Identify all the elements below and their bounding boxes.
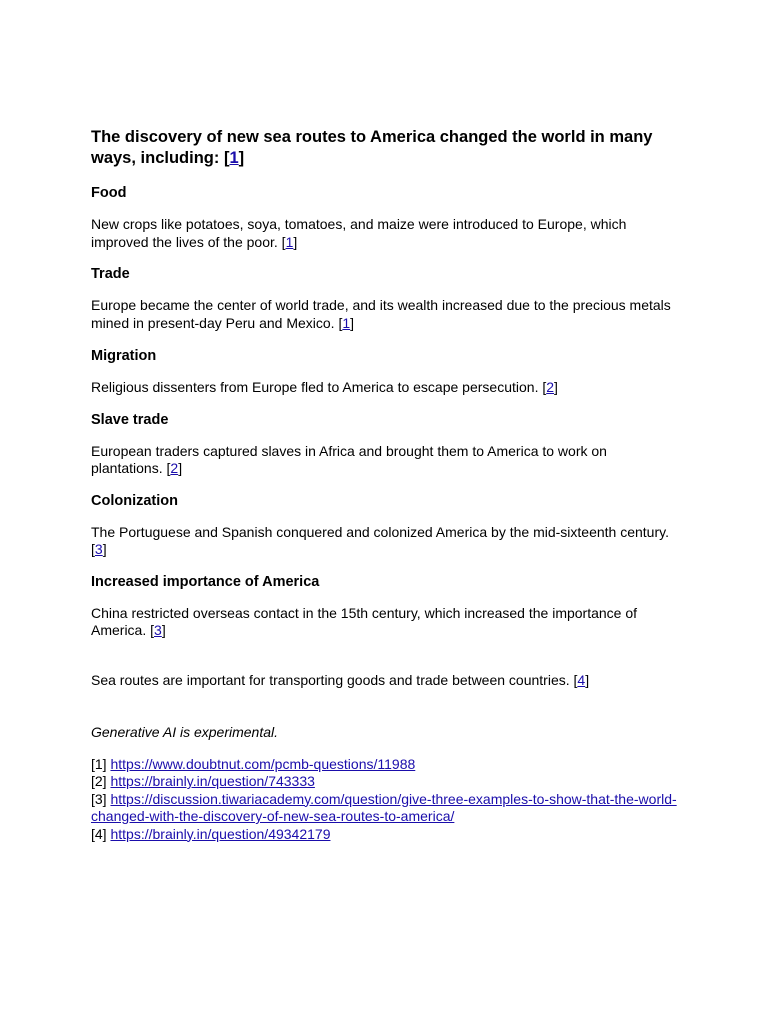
page-title: The discovery of new sea routes to America changed the world in many ways, including: [1]: [91, 128, 653, 167]
citation-link[interactable]: 2: [546, 379, 555, 395]
reference-label: [3]: [91, 790, 107, 807]
reference-list: [91, 756, 681, 844]
reference-item: [91, 826, 681, 844]
closing-text: Sea routes are important for transporting goods and trade between countries.: [91, 671, 570, 688]
reference-label: [1]: [91, 755, 107, 772]
title-text: The discovery of new sea routes to America changed the world in many ways, including:: [91, 128, 653, 167]
section-heading-slave-trade: Slave trade: [91, 411, 169, 428]
reference-item: [91, 791, 681, 826]
section-body-slave-trade: European traders captured slaves in Africa and brought them to America to work on plantations. [2]: [91, 442, 607, 476]
reference-link[interactable]: https://brainly.in/question/743333: [110, 773, 315, 789]
section-heading-colonization: Colonization: [91, 492, 178, 509]
section-heading-migration: Migration: [91, 348, 157, 364]
reference-item: [91, 773, 681, 791]
reference-item: [91, 756, 681, 774]
title-citation-link[interactable]: 1: [229, 149, 239, 167]
citation-link[interactable]: 2: [170, 460, 179, 476]
section-body-trade: Europe became the center of world trade, and its wealth increased due to the precious metals mined in present-day Peru and Mexico. [1]: [91, 297, 671, 331]
citation-link[interactable]: 3: [94, 541, 103, 557]
reference-link[interactable]: https://discussion.tiwariacademy.com/question/give-three-examples-to-show-that-the-world-changed-with-the-discovery-of-new-sea-routes-to-america/: [91, 790, 677, 824]
citation-link[interactable]: 3: [154, 622, 162, 638]
section-text: New crops like potatoes, soya, tomatoes, and maize were introduced to Europe, which improved the lives of the poor.: [91, 216, 627, 250]
section-body-colonization: The Portuguese and Spanish conquered and colonized America by the mid-sixteenth century. [3]: [91, 523, 669, 557]
ai-disclaimer: Generative AI is experimental.: [91, 724, 279, 740]
reference-link[interactable]: https://brainly.in/question/49342179: [110, 825, 331, 842]
reference-label: [2]: [91, 773, 107, 789]
reference-label: [4]: [91, 825, 107, 842]
section-text: China restricted overseas contact in the 15th century, which increased the importance of America.: [91, 604, 638, 638]
citation-link[interactable]: 4: [577, 671, 586, 688]
section-heading-importance: Increased importance of America: [91, 573, 320, 590]
closing-paragraph: Sea routes are important for transporting goods and trade between countries. [4]: [91, 671, 590, 688]
citation-link[interactable]: 1: [285, 233, 294, 250]
section-text: Religious dissenters from Europe fled to America to escape persecution.: [91, 379, 539, 395]
reference-link[interactable]: https://www.doubtnut.com/pcmb-questions/11988: [110, 755, 416, 772]
section-text: Europe became the center of world trade, and its wealth increased due to the precious metals mined in present-day Peru and Mexico.: [91, 297, 671, 331]
section-body-importance: China restricted overseas contact in the 15th century, which increased the importance of America. [3]: [91, 604, 638, 638]
section-text: The Portuguese and Spanish conquered and colonized America by the mid-sixteenth century.: [91, 523, 669, 540]
section-body-food: New crops like potatoes, soya, tomatoes, and maize were introduced to Europe, which improved the lives of the poor. [1]: [91, 216, 627, 250]
section-heading-trade: Trade: [91, 266, 130, 282]
answer-content: [91, 127, 681, 843]
section-heading-food: Food: [91, 185, 127, 201]
section-text: European traders captured slaves in Africa and brought them to America to work on plantations.: [91, 442, 607, 476]
citation-link[interactable]: 1: [342, 314, 351, 331]
section-body-migration: Religious dissenters from Europe fled to America to escape persecution. [2]: [91, 379, 558, 395]
